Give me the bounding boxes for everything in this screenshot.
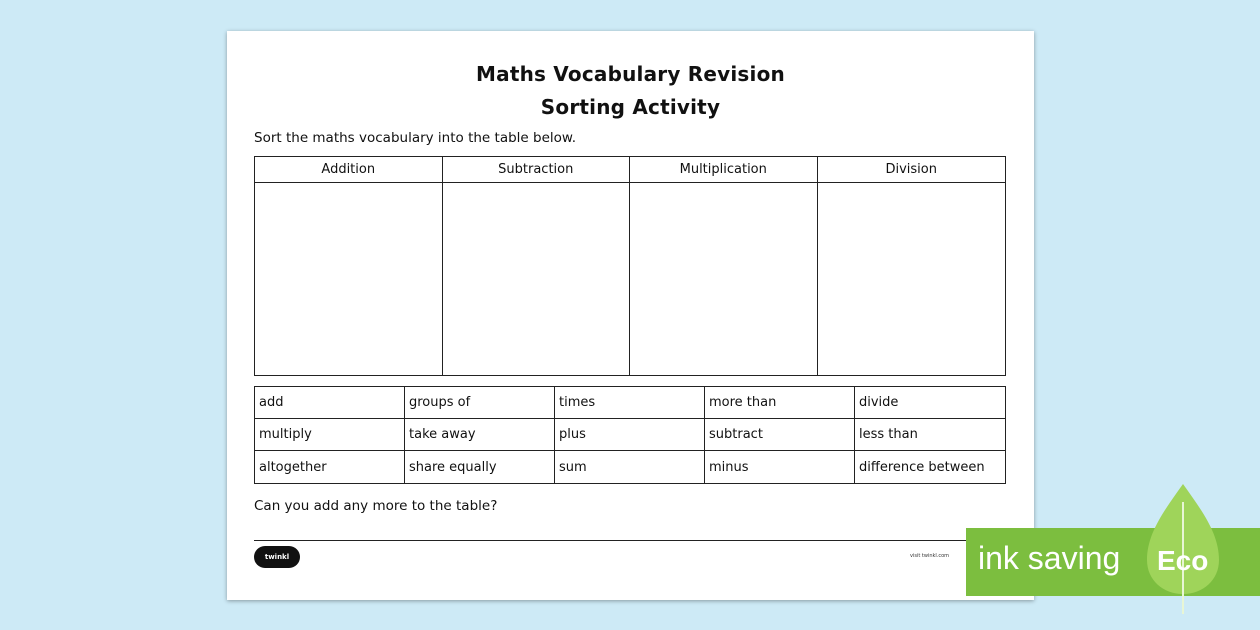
subtraction-answer-cell[interactable]: [443, 183, 631, 375]
worksheet-subtitle: Sorting Activity: [540, 95, 721, 119]
word-cell: take away: [405, 419, 555, 451]
column-header-multiplication: Multiplication: [630, 157, 818, 183]
twinkl-logo: twinkl: [254, 546, 300, 568]
eco-label: Eco: [1157, 545, 1209, 576]
worksheet-title: Maths Vocabulary Revision: [476, 62, 785, 86]
vocabulary-word-bank: [254, 386, 1006, 484]
word-cell: times: [555, 387, 705, 419]
column-header-addition: Addition: [255, 157, 443, 183]
word-cell: groups of: [405, 387, 555, 419]
word-cell: more than: [705, 387, 855, 419]
word-cell: sum: [555, 451, 705, 483]
sorting-table: [254, 156, 1006, 376]
footer-divider: [254, 540, 1006, 541]
ink-saving-label: ink saving: [978, 540, 1121, 576]
word-cell: less than: [855, 419, 1005, 451]
multiplication-answer-cell[interactable]: [630, 183, 818, 375]
column-header-division: Division: [818, 157, 1006, 183]
extension-question: Can you add any more to the table?: [254, 498, 498, 514]
word-cell: multiply: [255, 419, 405, 451]
word-cell: difference between: [859, 459, 985, 475]
word-cell: divide: [855, 387, 1005, 419]
word-cell: minus: [705, 451, 855, 483]
worksheet-page: [227, 31, 1034, 600]
division-answer-cell[interactable]: [818, 183, 1006, 375]
column-header-subtraction: Subtraction: [443, 157, 631, 183]
addition-answer-cell[interactable]: [255, 183, 443, 375]
word-cell: add: [255, 387, 405, 419]
instruction-text: Sort the maths vocabulary into the table below.: [254, 130, 576, 146]
footer-url: visit twinkl.com: [910, 553, 950, 559]
word-cell: subtract: [705, 419, 855, 451]
word-cell: share equally: [405, 451, 555, 483]
word-cell: plus: [555, 419, 705, 451]
word-cell: altogether: [255, 451, 405, 483]
